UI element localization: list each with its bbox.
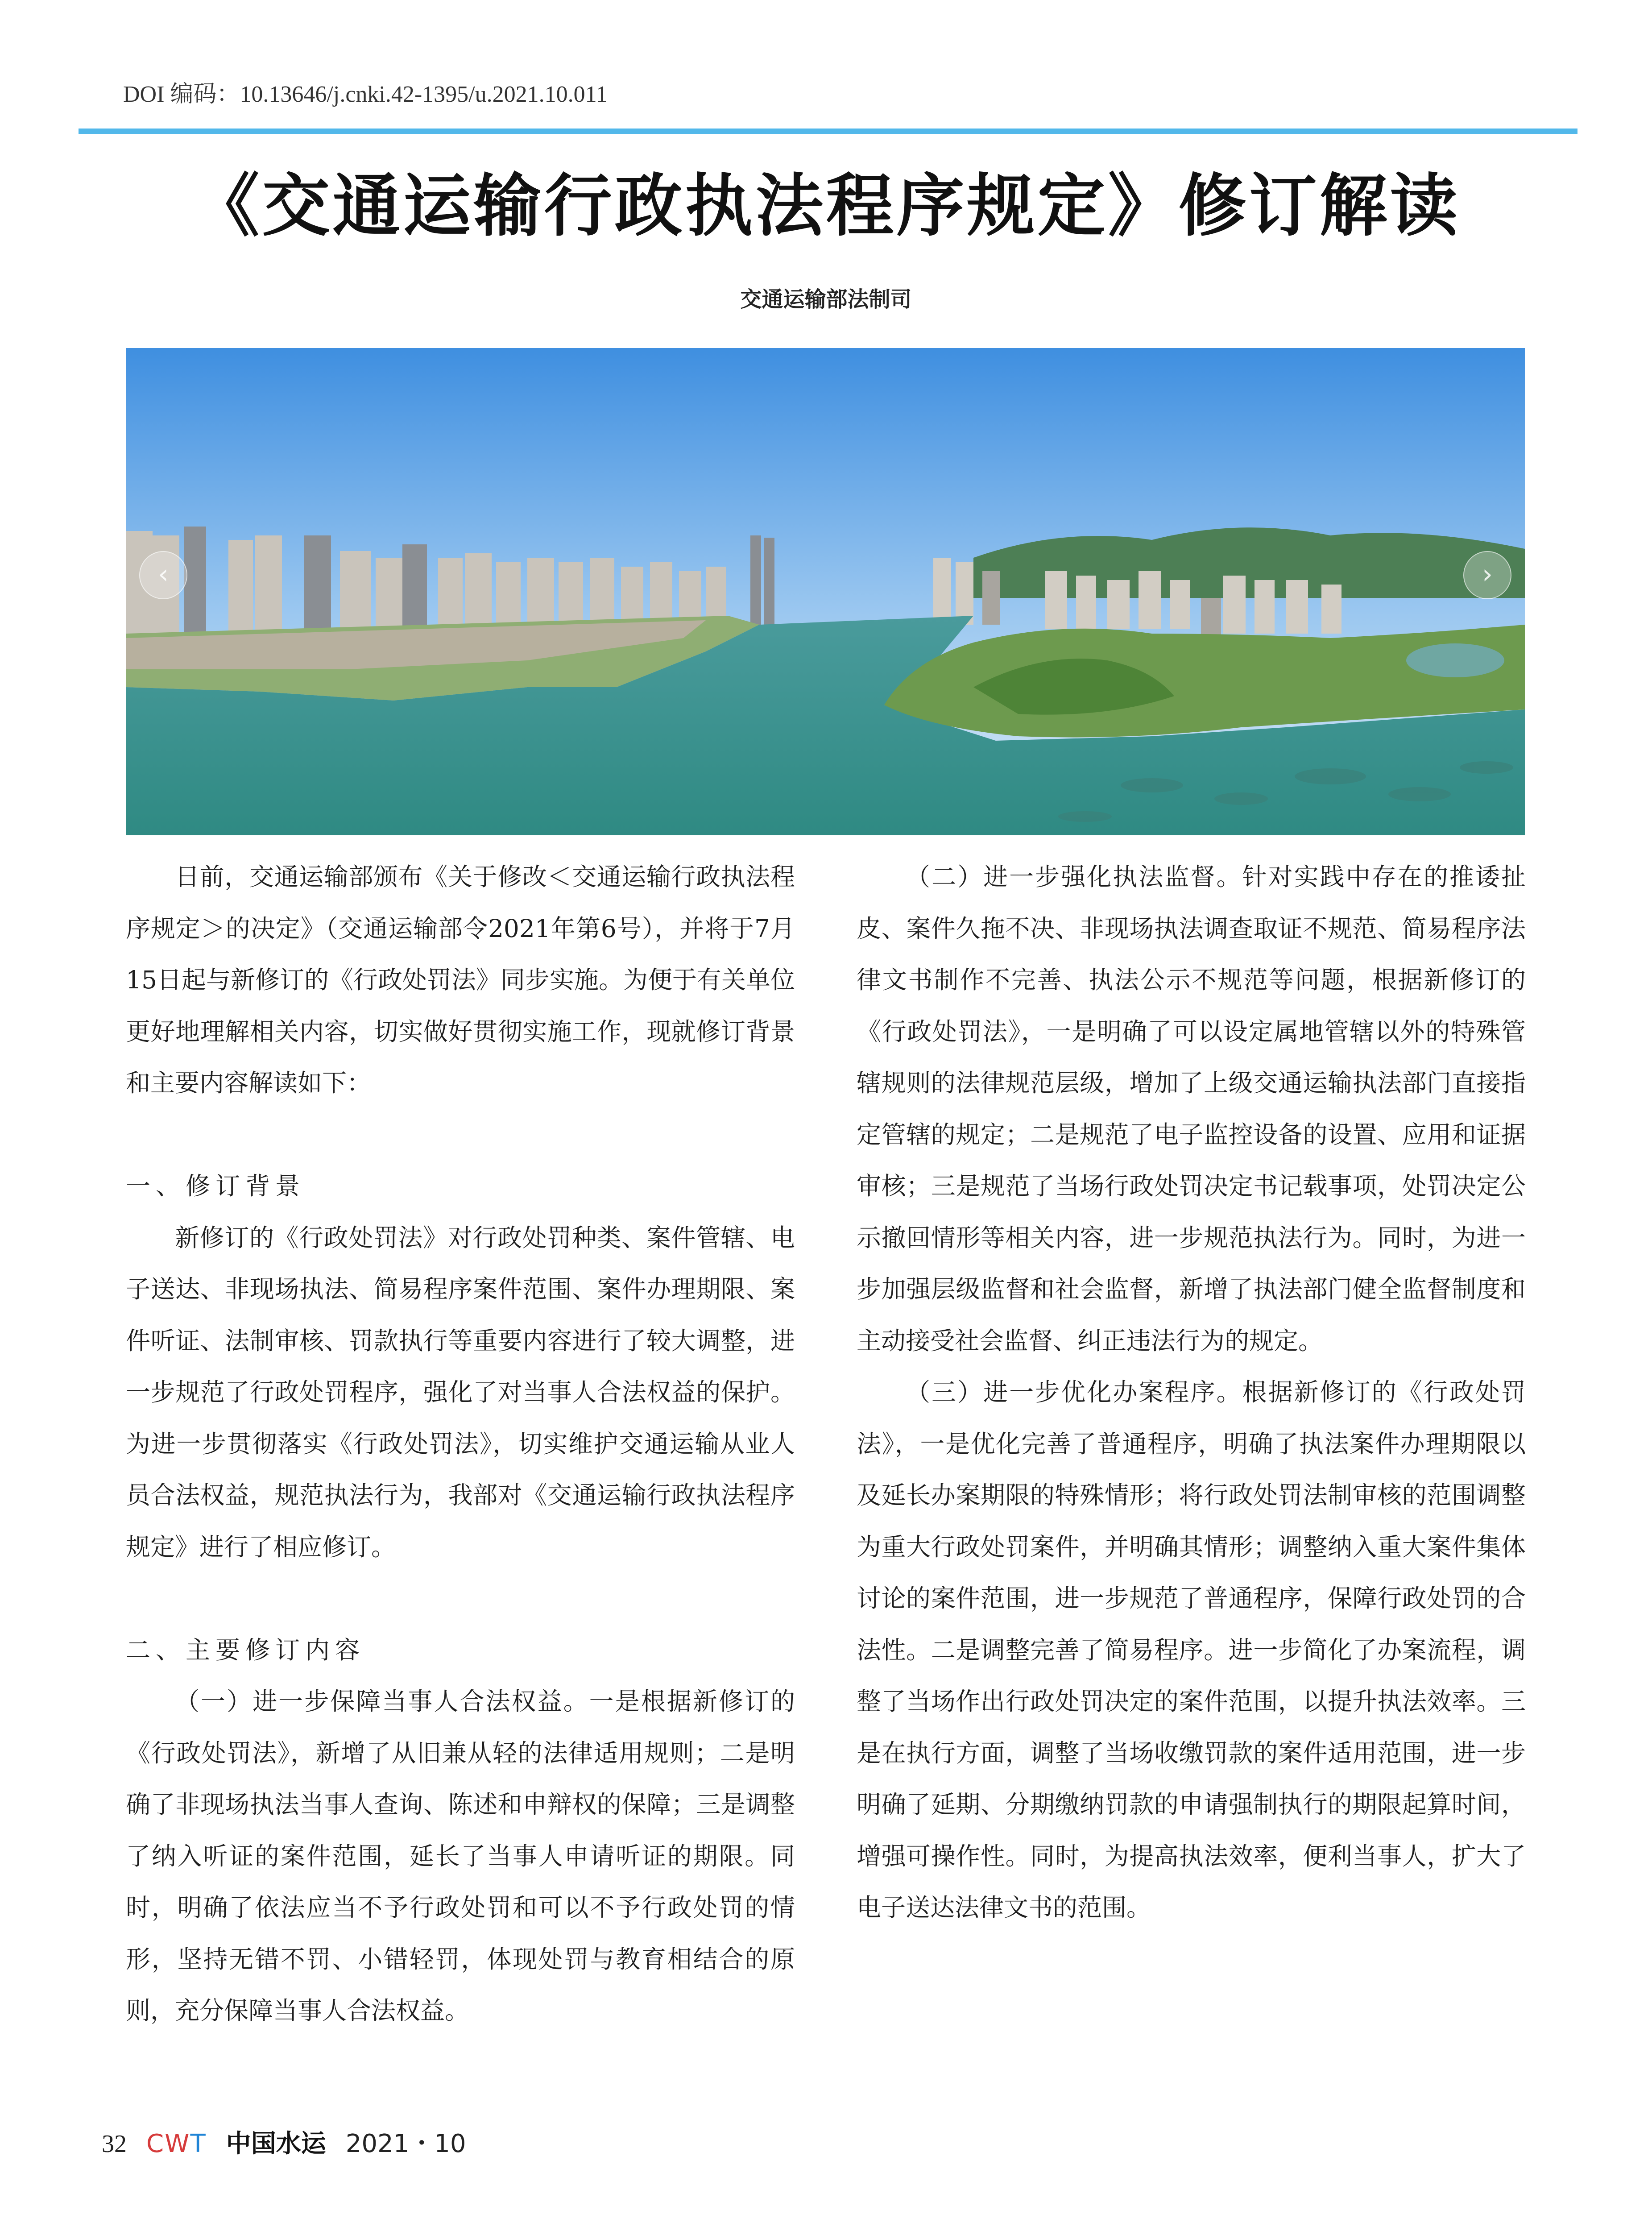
paragraph-procedure: （三）进一步优化办案程序。根据新修订的《行政处罚法》，一是优化完善了普通程序，明确了执法案件办理期限以及延长办案期限的特殊情形；将行政处罚法制审核的范围调整为重大行政处罚案件，并明确其情形；调整纳入重大案件集体讨论的案件范围，进一步规范了普通程序，保障行政处罚的合法性。二是调整完善了简易程序。进一步简化了办案流程，调整了当场作出行政处罚决定的案件范围，以提升执法效率。三是在执行方面，调整了当场收缴罚款的案件适用范围，进一步明确了延期、分期缴纳罚款的申请强制执行的期限起算时间，增强可操作性。同时，为提高执法效率，便利当事人，扩大了电子送达法律文书的范围。 — [857, 1378, 1526, 1922]
photo-illustration — [126, 348, 1525, 835]
page-number: 32 — [102, 2130, 127, 2158]
paragraph-supervision: （二）进一步强化执法监督。针对实践中存在的推诿扯皮、案件久拖不决、非现场执法调查取证不规范、简易程序法律文书制作不完善、执法公示不规范等问题，根据新修订的《行政处罚法》，一是明确了可以设定属地管辖以外的特殊管辖规则的法律规范层级，增加了上级交通运输执法部门直接指定管辖的规定；二是规范了电子监控设备的设置、应用和证据审核；三是规范了当场行政处罚决定书记载事项，处罚决定公示撤回情形等相关内容，进一步规范执法行为。同时，为进一步加强层级监督和社会监督，新增了执法部门健全监督制度和主动接受社会监督、纠正违法行为的规定。 — [857, 863, 1526, 1355]
lake-city-photo — [126, 348, 1525, 835]
article-author: 交通运输部法制司 — [740, 287, 912, 312]
logo-cw: CW — [146, 2129, 190, 2158]
magazine-name: 中国水运 — [226, 2129, 326, 2158]
section-heading-background: 一、修订背景 — [126, 1172, 306, 1200]
section-heading-main-content: 二、主要修订内容 — [126, 1635, 365, 1664]
photo-prev-arrow[interactable]: ‹ — [139, 551, 187, 599]
article-title: 《交通运输行政执法程序规定》修订解读 — [191, 166, 1461, 245]
cwt-logo — [146, 2129, 207, 2158]
issue-label: 2021・10 — [345, 2129, 466, 2158]
photo-next-arrow[interactable]: › — [1463, 551, 1511, 599]
page-footer — [102, 2124, 466, 2160]
spacer — [126, 1109, 795, 1161]
paragraph-intro: 日前，交通运输部颁布《关于修改＜交通运输行政执法程序规定＞的决定》（交通运输部令2021年第6号），并将于7月15日起与新修订的《行政处罚法》同步实施。为便于有关单位更好地理解相关内容，切实做好贯彻实施工作，现就修订背景和主要内容解读如下： — [126, 863, 795, 1097]
header-rule — [79, 129, 1577, 134]
paragraph-background: 新修订的《行政处罚法》对行政处罚种类、案件管辖、电子送达、非现场执法、简易程序案件范围、案件办理期限、案件听证、法制审核、罚款执行等重要内容进行了较大调整，进一步规范了行政处罚程序，强化了对当事人合法权益的保护。为进一步贯彻落实《行政处罚法》，切实维护交通运输从业人员合法权益，规范执法行为，我部对《交通运输行政执法程序规定》进行了相应修订。 — [126, 1223, 795, 1561]
doi-line: DOI 编码：10.13646/j.cnki.42-1395/u.2021.10.011 — [123, 82, 608, 107]
left-column — [126, 851, 795, 2037]
paragraph-rights: （一）进一步保障当事人合法权益。一是根据新修订的《行政处罚法》，新增了从旧兼从轻的法律适用规则；二是明确了非现场执法当事人查询、陈述和申辩权的保障；三是调整了纳入听证的案件范围，延长了当事人申请听证的期限。同时，明确了依法应当不予行政处罚和可以不予行政处罚的情形，坚持无错不罚、小错轻罚，体现处罚与教育相结合的原则，充分保障当事人合法权益。 — [126, 1687, 795, 2025]
right-column — [857, 851, 1526, 1934]
logo-t: T — [190, 2129, 207, 2158]
spacer — [126, 1573, 795, 1625]
